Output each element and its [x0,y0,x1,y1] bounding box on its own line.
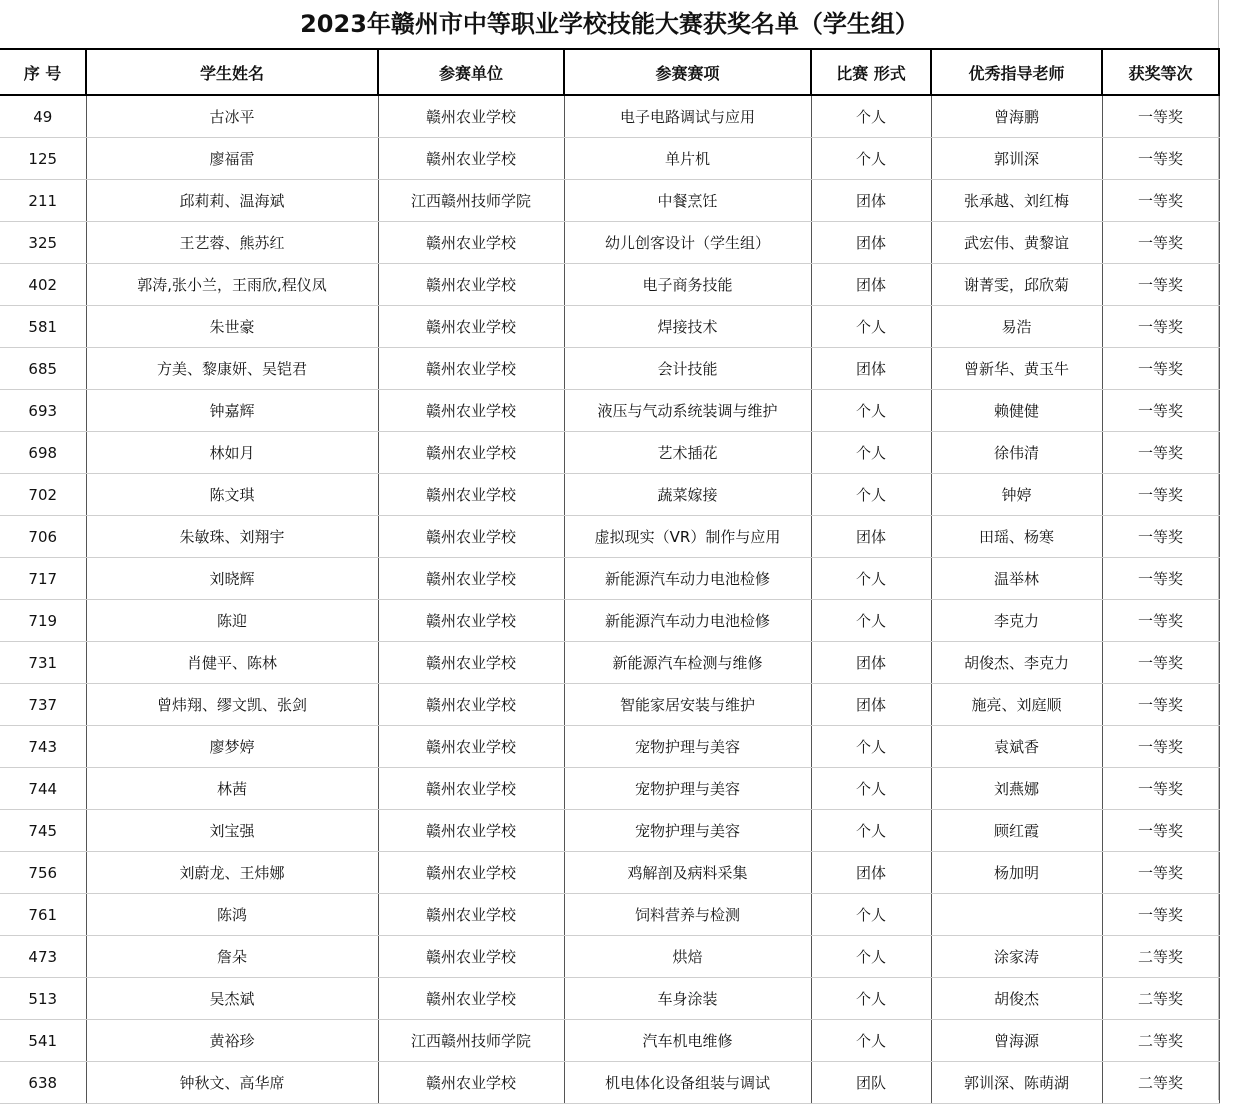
cell-unit: 赣州农业学校 [378,978,564,1020]
cell-teacher: 胡俊杰、李克力 [931,642,1102,684]
cell-format: 个人 [811,600,931,642]
col-header-award: 获奖等次 [1102,49,1219,95]
cell-award: 一等奖 [1102,138,1219,180]
table-body [0,95,1219,1104]
cell-event: 新能源汽车动力电池检修 [564,600,811,642]
cell-unit: 赣州农业学校 [378,768,564,810]
table-row [0,95,1219,138]
cell-format: 个人 [811,768,931,810]
cell-award: 一等奖 [1102,558,1219,600]
cell-teacher: 武宏伟、黄黎谊 [931,222,1102,264]
table-row [0,138,1219,180]
cell-event: 单片机 [564,138,811,180]
cell-index: 702 [0,474,86,516]
cell-event: 鸡解剖及病料采集 [564,852,811,894]
cell-student-name: 刘蔚龙、王炜娜 [86,852,378,894]
cell-award: 二等奖 [1102,978,1219,1020]
cell-unit: 赣州农业学校 [378,726,564,768]
cell-event: 汽车机电维修 [564,1020,811,1062]
cell-unit: 赣州农业学校 [378,1062,564,1104]
cell-award: 一等奖 [1102,894,1219,936]
table-row [0,600,1219,642]
cell-student-name: 林如月 [86,432,378,474]
table-row [0,558,1219,600]
col-header-format: 比赛 形式 [811,49,931,95]
cell-student-name: 廖福雷 [86,138,378,180]
cell-student-name: 方美、黎康妍、吴铠君 [86,348,378,390]
cell-event: 新能源汽车检测与维修 [564,642,811,684]
cell-award: 一等奖 [1102,264,1219,306]
cell-unit: 赣州农业学校 [378,852,564,894]
cell-teacher: 郭训深 [931,138,1102,180]
cell-student-name: 朱世豪 [86,306,378,348]
cell-format: 团体 [811,852,931,894]
cell-format: 个人 [811,390,931,432]
cell-award: 一等奖 [1102,306,1219,348]
table-row [0,180,1219,222]
cell-student-name: 陈迎 [86,600,378,642]
cell-unit: 赣州农业学校 [378,474,564,516]
cell-award: 一等奖 [1102,180,1219,222]
cell-unit: 赣州农业学校 [378,390,564,432]
cell-award: 一等奖 [1102,348,1219,390]
cell-index: 693 [0,390,86,432]
cell-teacher: 徐伟清 [931,432,1102,474]
cell-student-name: 廖梦婷 [86,726,378,768]
cell-event: 机电体化设备组装与调试 [564,1062,811,1104]
cell-student-name: 詹朵 [86,936,378,978]
cell-teacher: 曾海源 [931,1020,1102,1062]
table-row [0,222,1219,264]
cell-teacher: 刘燕娜 [931,768,1102,810]
table-row [0,474,1219,516]
cell-student-name: 古冰平 [86,95,378,138]
cell-format: 团体 [811,516,931,558]
table-row [0,264,1219,306]
cell-unit: 赣州农业学校 [378,936,564,978]
cell-event: 宠物护理与美容 [564,810,811,852]
col-header-student-name: 学生姓名 [86,49,378,95]
cell-format: 团体 [811,222,931,264]
table-row [0,516,1219,558]
table-row [0,348,1219,390]
cell-teacher: 胡俊杰 [931,978,1102,1020]
cell-index: 743 [0,726,86,768]
cell-format: 个人 [811,936,931,978]
cell-format: 团队 [811,1062,931,1104]
table-row [0,390,1219,432]
cell-index: 49 [0,95,86,138]
cell-event: 虚拟现实（VR）制作与应用 [564,516,811,558]
cell-event: 新能源汽车动力电池检修 [564,558,811,600]
cell-unit: 赣州农业学校 [378,306,564,348]
cell-award: 一等奖 [1102,600,1219,642]
cell-student-name: 郭涛,张小兰，王雨欣,程仪凤 [86,264,378,306]
cell-teacher: 李克力 [931,600,1102,642]
cell-award: 一等奖 [1102,95,1219,138]
cell-event: 蔬菜嫁接 [564,474,811,516]
cell-award: 一等奖 [1102,768,1219,810]
cell-award: 一等奖 [1102,222,1219,264]
cell-award: 一等奖 [1102,474,1219,516]
cell-unit: 赣州农业学校 [378,810,564,852]
cell-event: 宠物护理与美容 [564,768,811,810]
cell-student-name: 朱敏珠、刘翔宇 [86,516,378,558]
cell-student-name: 钟嘉辉 [86,390,378,432]
cell-index: 706 [0,516,86,558]
cell-award: 一等奖 [1102,432,1219,474]
cell-student-name: 吴杰斌 [86,978,378,1020]
cell-event: 电子商务技能 [564,264,811,306]
cell-index: 402 [0,264,86,306]
cell-event: 中餐烹饪 [564,180,811,222]
awards-table [0,48,1220,1104]
cell-unit: 赣州农业学校 [378,138,564,180]
table-row [0,726,1219,768]
cell-student-name: 陈鸿 [86,894,378,936]
table-row [0,936,1219,978]
cell-event: 饲料营养与检测 [564,894,811,936]
cell-index: 638 [0,1062,86,1104]
cell-teacher: 曾海鹏 [931,95,1102,138]
cell-index: 211 [0,180,86,222]
page-title: 2023年赣州市中等职业学校技能大赛获奖名单（学生组） [300,10,919,38]
cell-format: 团体 [811,264,931,306]
cell-teacher: 易浩 [931,306,1102,348]
cell-unit: 赣州农业学校 [378,95,564,138]
cell-teacher: 涂家涛 [931,936,1102,978]
cell-teacher: 杨加明 [931,852,1102,894]
cell-format: 个人 [811,726,931,768]
cell-unit: 赣州农业学校 [378,600,564,642]
cell-event: 艺术插花 [564,432,811,474]
cell-format: 个人 [811,978,931,1020]
cell-unit: 赣州农业学校 [378,894,564,936]
cell-teacher: 顾红霞 [931,810,1102,852]
cell-index: 731 [0,642,86,684]
cell-student-name: 王艺蓉、熊苏红 [86,222,378,264]
cell-award: 一等奖 [1102,390,1219,432]
cell-event: 烘焙 [564,936,811,978]
cell-unit: 赣州农业学校 [378,642,564,684]
cell-index: 125 [0,138,86,180]
cell-award: 二等奖 [1102,1020,1219,1062]
cell-format: 个人 [811,306,931,348]
cell-index: 761 [0,894,86,936]
cell-student-name: 钟秋文、高华席 [86,1062,378,1104]
table-row [0,1020,1219,1062]
cell-index: 698 [0,432,86,474]
cell-award: 一等奖 [1102,852,1219,894]
cell-award: 一等奖 [1102,642,1219,684]
cell-student-name: 刘宝强 [86,810,378,852]
cell-event: 智能家居安装与维护 [564,684,811,726]
cell-teacher: 田瑶、杨寒 [931,516,1102,558]
cell-student-name: 曾炜翔、缪文凯、张剑 [86,684,378,726]
table-row [0,768,1219,810]
cell-event: 车身涂装 [564,978,811,1020]
cell-index: 737 [0,684,86,726]
cell-format: 团体 [811,348,931,390]
cell-teacher: 郭训深、陈萌湖 [931,1062,1102,1104]
cell-unit: 赣州农业学校 [378,264,564,306]
cell-event: 宠物护理与美容 [564,726,811,768]
cell-event: 焊接技术 [564,306,811,348]
cell-index: 513 [0,978,86,1020]
cell-unit: 江西赣州技师学院 [378,1020,564,1062]
cell-format: 个人 [811,138,931,180]
cell-index: 581 [0,306,86,348]
cell-teacher: 袁斌香 [931,726,1102,768]
cell-teacher: 曾新华、黄玉牛 [931,348,1102,390]
cell-unit: 赣州农业学校 [378,684,564,726]
cell-unit: 赣州农业学校 [378,348,564,390]
cell-award: 二等奖 [1102,1062,1219,1104]
cell-index: 756 [0,852,86,894]
cell-index: 473 [0,936,86,978]
table-row [0,894,1219,936]
cell-student-name: 邱莉莉、温海斌 [86,180,378,222]
cell-student-name: 肖健平、陈林 [86,642,378,684]
cell-format: 个人 [811,432,931,474]
table-row [0,810,1219,852]
cell-teacher: 谢菁雯，邱欣菊 [931,264,1102,306]
cell-event: 幼儿创客设计（学生组） [564,222,811,264]
cell-format: 个人 [811,474,931,516]
cell-teacher [931,894,1102,936]
cell-index: 719 [0,600,86,642]
table-row [0,852,1219,894]
cell-format: 个人 [811,894,931,936]
cell-award: 一等奖 [1102,684,1219,726]
cell-award: 二等奖 [1102,936,1219,978]
cell-format: 团体 [811,180,931,222]
table-row [0,432,1219,474]
table-row [0,306,1219,348]
table-row [0,1062,1219,1104]
cell-teacher: 赖健健 [931,390,1102,432]
cell-unit: 赣州农业学校 [378,516,564,558]
table-header-row [0,49,1219,95]
cell-student-name: 林茜 [86,768,378,810]
cell-index: 541 [0,1020,86,1062]
cell-index: 717 [0,558,86,600]
cell-unit: 江西赣州技师学院 [378,180,564,222]
cell-student-name: 刘晓辉 [86,558,378,600]
cell-event: 电子电路调试与应用 [564,95,811,138]
cell-award: 一等奖 [1102,726,1219,768]
col-header-teacher: 优秀指导老师 [931,49,1102,95]
cell-index: 325 [0,222,86,264]
col-header-event: 参赛赛项 [564,49,811,95]
cell-index: 744 [0,768,86,810]
cell-format: 个人 [811,95,931,138]
cell-format: 团体 [811,642,931,684]
cell-student-name: 陈文琪 [86,474,378,516]
cell-teacher: 张承越、刘红梅 [931,180,1102,222]
cell-teacher: 施亮、刘庭顺 [931,684,1102,726]
cell-unit: 赣州农业学校 [378,432,564,474]
table-row [0,684,1219,726]
cell-event: 会计技能 [564,348,811,390]
cell-unit: 赣州农业学校 [378,222,564,264]
cell-teacher: 钟婷 [931,474,1102,516]
cell-award: 一等奖 [1102,810,1219,852]
table-row [0,642,1219,684]
cell-format: 个人 [811,810,931,852]
cell-format: 个人 [811,558,931,600]
cell-event: 液压与气动系统装调与维护 [564,390,811,432]
cell-unit: 赣州农业学校 [378,558,564,600]
cell-format: 个人 [811,1020,931,1062]
col-header-unit: 参赛单位 [378,49,564,95]
cell-index: 685 [0,348,86,390]
col-header-index: 序 号 [0,49,86,95]
cell-award: 一等奖 [1102,516,1219,558]
table-row [0,978,1219,1020]
cell-format: 团体 [811,684,931,726]
cell-index: 745 [0,810,86,852]
cell-student-name: 黄裕珍 [86,1020,378,1062]
cell-teacher: 温举林 [931,558,1102,600]
